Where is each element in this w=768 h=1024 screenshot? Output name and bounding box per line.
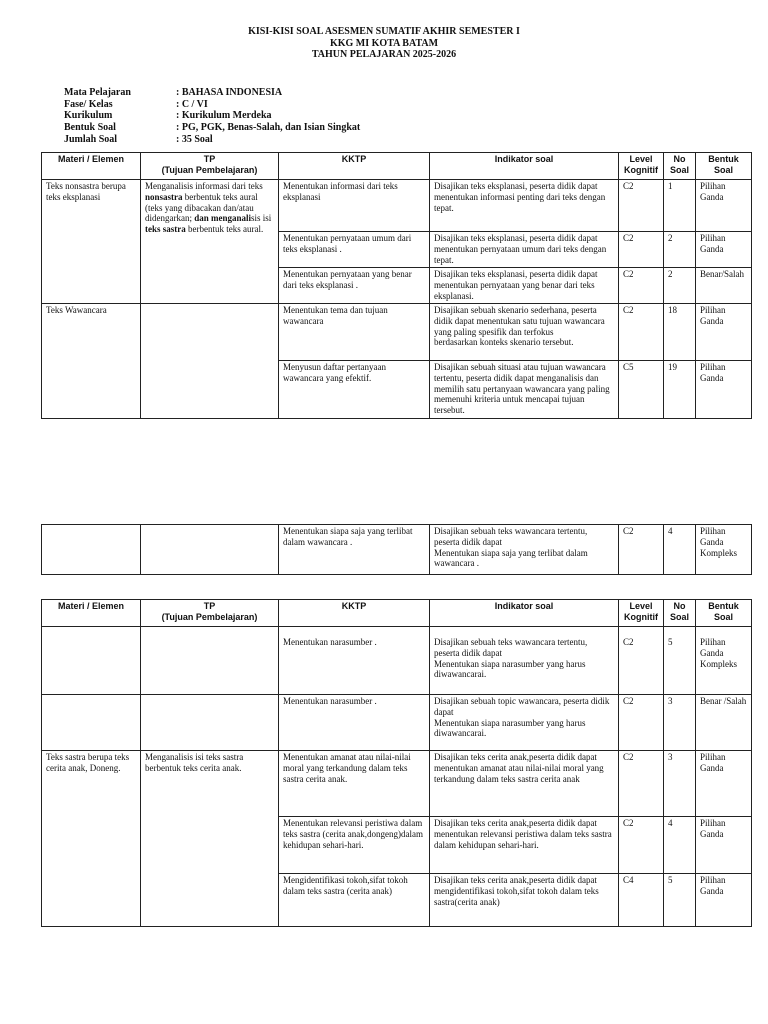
bentuk-cell: Pilihan Ganda (696, 751, 752, 817)
tp-text: berbentuk teks aural (teks yang dibacakan dan/atau didengarkan; (145, 191, 258, 224)
indikator-cell: Disajikan teks eksplanasi, peserta didik dapat menentukan informasi penting dari teks dengan tepat. (430, 180, 619, 232)
indikator-cell: Disajikan teks eksplanasi, peserta didik dapat menentukan pernyataan yang benar dari teks eksplanasi. (430, 268, 619, 304)
no-cell: 4 (664, 817, 696, 874)
no-cell: 18 (664, 304, 696, 361)
col-header-level-line2: Kognitif (624, 165, 658, 175)
tp-cell: Menganalisis isi teks sastra berbentuk teks cerita anak. (141, 751, 279, 927)
tp-cell (141, 695, 279, 751)
col-header-tp-line2: (Tujuan Pembelajaran) (161, 612, 258, 622)
meta-value: : C / VI (176, 98, 208, 110)
header-year: TAHUN PELAJARAN 2025-2026 (311, 49, 457, 60)
document-header (0, 26, 768, 61)
grid-table-3 (41, 599, 752, 927)
meta-label: Jumlah Soal (64, 133, 118, 145)
col-header-indikator: Indikator soal (430, 153, 619, 180)
level-cell: C4 (619, 874, 664, 927)
meta-label: Kurikulum (64, 110, 113, 122)
col-header-level-line1: Level (629, 154, 653, 164)
tp-cell (141, 304, 279, 419)
col-header-no-line2: Soal (669, 612, 689, 622)
kktp-cell: Menentukan siapa saja yang terlibat dalam wawancara . (279, 525, 430, 575)
col-header-bentuk (696, 153, 752, 180)
document-meta (64, 87, 360, 146)
tp-text-bold: teks sastra (145, 224, 186, 235)
materi-cell: Teks Wawancara (42, 304, 141, 419)
col-header-bentuk-line2: Soal (713, 165, 733, 175)
tp-text: Menganalisis informasi dari teks (145, 181, 263, 191)
tp-cell (141, 525, 279, 575)
header-subtitle: KKG MI KOTA BATAM (329, 37, 439, 49)
kktp-cell: Menentukan amanat atau nilai-nilai moral yang terkandung dalam teks sastra cerita anak. (279, 751, 430, 817)
indikator-cell: Disajikan teks cerita anak,peserta didik dapat menentukan amanat atau nilai-nilai moral yang terkandung dalam teks sastra cerita anak (430, 751, 619, 817)
table-header-row (42, 153, 752, 180)
kktp-cell: Menentukan relevansi peristiwa dalam teks sastra (cerita anak,dongeng)dalam kehidupan sehari-hari. (279, 817, 430, 874)
table-row (42, 627, 752, 695)
table-row (42, 304, 752, 361)
meta-row-question-form (64, 122, 360, 134)
bentuk-cell: Pilihan Ganda (696, 874, 752, 927)
bentuk-cell: Pilihan Ganda Kompleks (696, 525, 752, 575)
kktp-cell: Menentukan pernyataan umum dari teks eksplanasi . (279, 232, 430, 268)
kktp-cell: Menyusun daftar pertanyaan wawancara yang efektif. (279, 361, 430, 419)
no-cell: 5 (664, 627, 696, 695)
no-cell: 2 (664, 268, 696, 304)
tp-cell (141, 627, 279, 695)
bentuk-cell: Pilihan Ganda (696, 304, 752, 361)
col-header-kktp: KKTP (279, 153, 430, 180)
col-header-kktp: KKTP (279, 600, 430, 627)
header-title: KISI-KISI SOAL ASESMEN SUMATIF AKHIR SEMESTER I (248, 26, 520, 37)
level-cell: C2 (619, 695, 664, 751)
col-header-no-line1: No (673, 601, 686, 611)
table-row (42, 751, 752, 817)
kktp-cell: Menentukan informasi dari teks eksplanasi (279, 180, 430, 232)
col-header-tp (141, 600, 279, 627)
indikator-cell: Disajikan sebuah teks wawancara tertentu, peserta didik dapat Menentukan siapa saja yang terlibat dalam wawancara . (430, 525, 619, 575)
level-cell: C2 (619, 751, 664, 817)
table-row (42, 180, 752, 232)
table-header-row (42, 600, 752, 627)
col-header-level-line1: Level (629, 601, 653, 611)
tp-text: sis isi (251, 213, 272, 224)
col-header-level (619, 600, 664, 627)
col-header-materi: Materi / Elemen (42, 600, 141, 627)
kktp-cell: Menentukan pernyataan yang benar dari teks eksplanasi . (279, 268, 430, 304)
meta-row-question-count (64, 134, 360, 146)
meta-value: : Kurikulum Merdeka (176, 110, 272, 122)
no-cell: 3 (664, 751, 696, 817)
indikator-cell: Disajikan teks cerita anak,peserta didik dapat menentukan relevansi peristiwa dalam teks sastra dalam kehidupan sehari-hari. (430, 817, 619, 874)
kktp-cell: Menentukan narasumber . (279, 695, 430, 751)
level-cell: C2 (619, 232, 664, 268)
materi-cell: Teks nonsastra berupa teks eksplanasi (42, 180, 141, 304)
indikator-cell: Disajikan sebuah situasi atau tujuan wawancara tertentu, peserta didik dapat menganalisis dan memilih satu pertanyaan wawancara yang paling memenuhi kriteria untuk mencapai tujuan tersebut. (430, 361, 619, 419)
tp-text-bold: dan menganali (194, 213, 251, 224)
col-header-bentuk (696, 600, 752, 627)
level-cell: C2 (619, 627, 664, 695)
bentuk-cell: Pilihan Ganda (696, 361, 752, 419)
level-cell: C2 (619, 268, 664, 304)
meta-row-subject (64, 87, 360, 99)
col-header-tp-line1: TP (203, 154, 216, 164)
bentuk-cell: Pilihan Ganda Kompleks (696, 627, 752, 695)
meta-value: : BAHASA INDONESIA (176, 87, 283, 98)
level-cell: C2 (619, 180, 664, 232)
no-cell: 3 (664, 695, 696, 751)
col-header-no-line2: Soal (669, 165, 689, 175)
materi-cell (42, 525, 141, 575)
level-cell: C2 (619, 525, 664, 575)
table-row (42, 525, 752, 575)
col-header-no (664, 600, 696, 627)
meta-row-curriculum (64, 110, 360, 122)
col-header-no (664, 153, 696, 180)
tp-text-bold: nonsastra (145, 191, 183, 202)
materi-cell (42, 627, 141, 695)
no-cell: 5 (664, 874, 696, 927)
col-header-bentuk-line1: Bentuk (708, 154, 739, 164)
meta-value: : PG, PGK, Benas-Salah, dan Isian Singkat (176, 122, 361, 134)
kktp-cell: Menentukan narasumber . (279, 627, 430, 695)
col-header-tp-line2: (Tujuan Pembelajaran) (161, 165, 258, 175)
col-header-no-line1: No (673, 154, 686, 164)
kktp-cell: Mengidentifikasi tokoh,sifat tokoh dalam teks sastra (cerita anak) (279, 874, 430, 927)
meta-label: Mata Pelajaran (64, 87, 131, 98)
bentuk-cell: Benar/Salah (696, 268, 752, 304)
level-cell: C2 (619, 817, 664, 874)
col-header-indikator: Indikator soal (430, 600, 619, 627)
indikator-cell: Disajikan sebuah teks wawancara tertentu, peserta didik dapat Menentukan siapa narasumber yang harus diwawancarai. (430, 627, 619, 695)
meta-label: Fase/ Kelas (64, 98, 113, 110)
table-row (42, 695, 752, 751)
indikator-cell: Disajikan sebuah topic wawancara, peserta didik dapat Menentukan siapa narasumber yang harus diwawancarai. (430, 695, 619, 751)
grid-table-2 (41, 524, 752, 575)
no-cell: 19 (664, 361, 696, 419)
indikator-cell: Disajikan sebuah skenario sederhana, peserta didik dapat menentukan satu tujuan wawancara yang paling spesifik dan terfokus berdasarkan konteks skenario tersebut. (430, 304, 619, 361)
col-header-bentuk-line2: Soal (713, 612, 733, 622)
materi-cell: Teks sastra berupa teks cerita anak, Doneng. (42, 751, 141, 927)
no-cell: 4 (664, 525, 696, 575)
tp-cell (141, 180, 279, 304)
materi-cell (42, 695, 141, 751)
bentuk-cell: Pilihan Ganda (696, 817, 752, 874)
kktp-cell: Menentukan tema dan tujuan wawancara (279, 304, 430, 361)
indikator-cell: Disajikan teks cerita anak,peserta didik dapat mengidentifikasi tokoh,sifat tokoh dalam teks sastra(cerita anak) (430, 874, 619, 927)
col-header-tp-line1: TP (203, 601, 216, 611)
meta-value: : 35 Soal (176, 133, 213, 145)
bentuk-cell: Pilihan Ganda (696, 232, 752, 268)
no-cell: 2 (664, 232, 696, 268)
bentuk-cell: Benar /Salah (696, 695, 752, 751)
meta-label: Bentuk Soal (64, 122, 116, 134)
no-cell: 1 (664, 180, 696, 232)
col-header-materi: Materi / Elemen (42, 153, 141, 180)
level-cell: C5 (619, 361, 664, 419)
col-header-level (619, 153, 664, 180)
level-cell: C2 (619, 304, 664, 361)
indikator-cell: Disajikan teks eksplanasi, peserta didik dapat menentukan pernyataan umum dari teks dengan tepat. (430, 232, 619, 268)
meta-row-phase (64, 99, 360, 111)
col-header-level-line2: Kognitif (624, 612, 658, 622)
grid-table-1 (41, 152, 752, 419)
col-header-bentuk-line1: Bentuk (708, 601, 739, 611)
col-header-tp (141, 153, 279, 180)
bentuk-cell: Pilihan Ganda (696, 180, 752, 232)
tp-text: berbentuk teks aural. (185, 224, 264, 235)
